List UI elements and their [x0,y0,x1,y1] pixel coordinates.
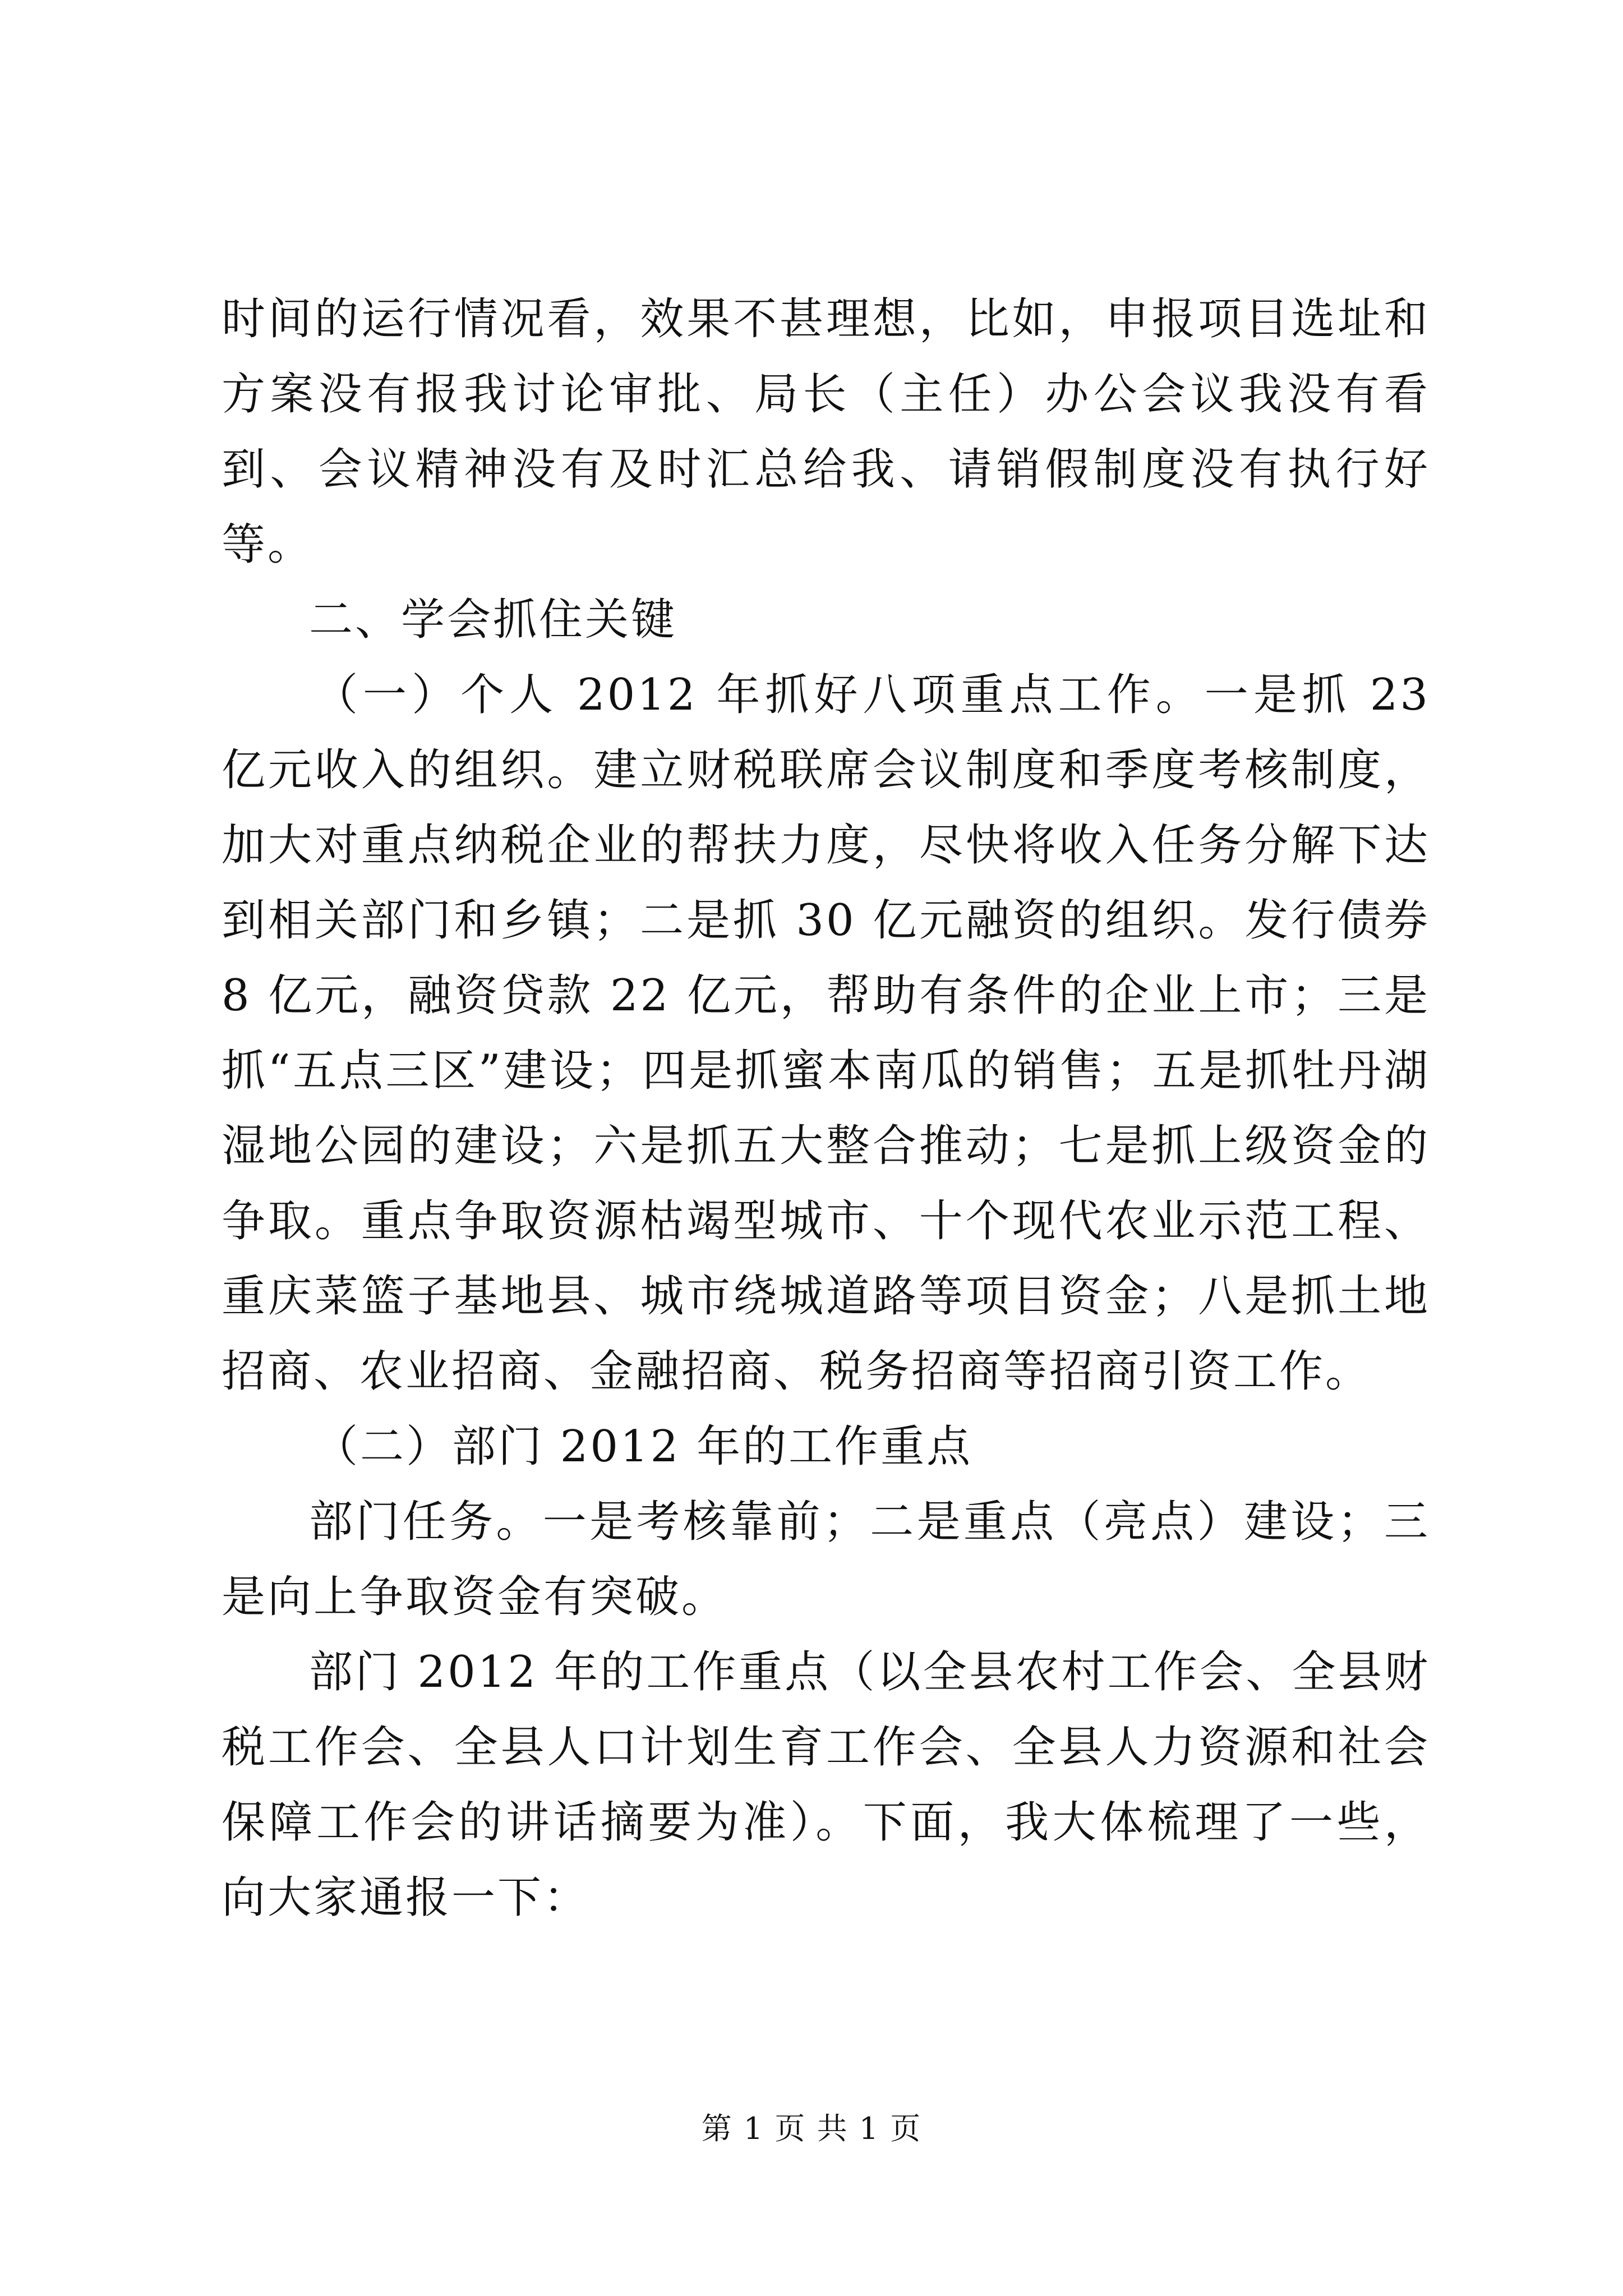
section-personal-priorities: （一）个人 2012 年抓好八项重点工作。一是抓 23 亿元收入的组织。建立财税联席会议制度和季度考核制度，加大对重点纳税企业的帮扶力度，尽快将收入任务分解下达到相关部门和乡镇；二是抓 30 亿元融资的组织。发行债券 8 亿元，融资贷款 22 亿元，帮助有条件的企业上市；三是抓“五点三区”建设；四是抓蜜本南瓜的销售；五是抓牡丹湖湿地公园的建设；六是抓五大整合推动；七是抓上级资金的争取。重点争取资源枯竭型城市、十个现代农业示范工程、重庆菜篮子基地县、城市绕城道路等项目资金；八是抓土地招商、农业招商、金融招商、税务招商等招商引资工作。 [222,670,1430,1397]
heading-learn-key-points: 二、学会抓住关键 [309,595,677,645]
paragraph-department-focus: 部门 2012 年的工作重点（以全县农村工作会、全县财税工作会、全县人口计划生育工作会、全县人力资源和社会保障工作会的讲话摘要为准）。下面，我大体梳理了一些，向大家通报一下： [222,1647,1430,1923]
page-footer: 第 1 页 共 1 页 [701,2111,922,2146]
document-body [222,282,1430,1935]
paragraph-department-tasks: 部门任务。一是考核靠前；二是重点（亮点）建设；三是向上争取资金有突破。 [222,1497,1430,1622]
paragraph-continuation: 时间的运行情况看，效果不甚理想，比如，申报项目选址和方案没有报我讨论审批、局长（主任）办公会议我没有看到、会议精神没有及时汇总给我、请销假制度没有执行好等。 [222,294,1430,570]
section-department-priorities: （二）部门 2012 年的工作重点 [314,1421,973,1472]
